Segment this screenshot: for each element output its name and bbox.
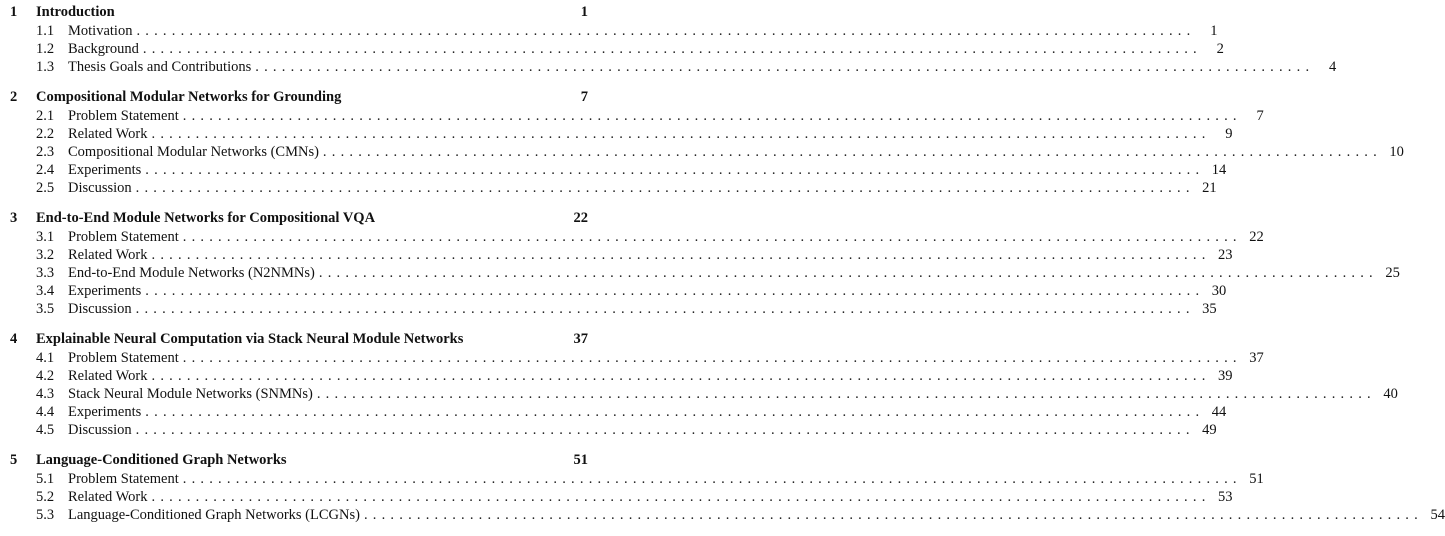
section-entry[interactable]: [10, 282, 1227, 301]
section-entry[interactable]: [10, 471, 1264, 489]
section-page: 49: [1202, 421, 1217, 438]
section-number: 2.2: [36, 126, 55, 143]
section-number: 3.3: [36, 264, 55, 281]
section-title: Related Work: [68, 126, 148, 143]
section-page: 23: [1218, 247, 1233, 264]
section-page: 21: [1202, 179, 1217, 196]
dot-leader: ........................................................................................................................: [182, 350, 1242, 367]
section-number: 2.5: [36, 179, 55, 196]
section-entry[interactable]: [10, 161, 1227, 180]
chapter-entry[interactable]: [10, 329, 588, 350]
section-number: 4.2: [36, 368, 55, 385]
section-entry[interactable]: [10, 143, 1404, 162]
chapter-entry[interactable]: [10, 87, 588, 108]
dot-leader: ........................................................................................................................: [322, 143, 1382, 160]
section-number: 5.2: [36, 489, 55, 506]
section-page: 39: [1218, 368, 1233, 385]
section-title: Problem Statement: [68, 350, 179, 367]
section-entry[interactable]: [10, 179, 1217, 198]
section-title: Compositional Modular Networks (CMNs): [68, 143, 319, 160]
section-title: Discussion: [68, 300, 132, 317]
section-title: Related Work: [68, 368, 148, 385]
chapter-title: End-to-End Module Networks for Compositional VQA: [36, 210, 376, 227]
section-entry[interactable]: [10, 229, 1264, 247]
dot-leader: ........................................................................................................................: [151, 247, 1211, 264]
section-number: 4.1: [36, 350, 55, 367]
section-title: Problem Statement: [68, 108, 179, 125]
chapter-number: 5: [10, 452, 18, 469]
section-number: 3.4: [36, 282, 55, 299]
dot-leader: ........................................................................................................................: [318, 264, 1378, 281]
chapter-entry[interactable]: [10, 208, 588, 229]
chapter-entry[interactable]: [10, 2, 588, 23]
chapter-page: 7: [580, 89, 588, 106]
section-number: 1.3: [36, 58, 55, 75]
section-number: 5.3: [36, 506, 55, 523]
section-number: 2.4: [36, 161, 55, 178]
section-page: 2: [1216, 40, 1224, 57]
section-page: 35: [1202, 300, 1217, 317]
dot-leader: ........................................................................................................................: [255, 58, 1315, 75]
section-number: 5.1: [36, 471, 55, 488]
section-page: 10: [1389, 143, 1404, 160]
section-title: Discussion: [68, 179, 132, 196]
chapter-5: [10, 450, 1445, 524]
chapter-page: 37: [573, 331, 588, 348]
section-number: 2.3: [36, 143, 55, 160]
section-entry[interactable]: [10, 506, 1445, 525]
section-page: 7: [1256, 108, 1264, 125]
chapter-number: 4: [10, 331, 18, 348]
dot-leader: ........................................................................................................................: [316, 385, 1376, 402]
section-title: Background: [68, 40, 139, 57]
section-number: 4.4: [36, 403, 55, 420]
section-entry[interactable]: [10, 489, 1233, 507]
section-page: 53: [1218, 489, 1233, 506]
chapter-number: 3: [10, 210, 18, 227]
section-page: 14: [1211, 161, 1227, 178]
chapter-page: 22: [573, 210, 588, 227]
dot-leader: ........................................................................................................................: [151, 368, 1211, 385]
dot-leader: ........................................................................................................................: [151, 489, 1211, 506]
section-title: End-to-End Module Networks (N2NMNs): [68, 264, 315, 281]
chapter-title: Compositional Modular Networks for Grounding: [36, 89, 342, 106]
section-title: Experiments: [68, 161, 142, 178]
section-entry[interactable]: [10, 58, 1337, 77]
section-number: 4.3: [36, 385, 55, 402]
section-page: 9: [1225, 126, 1233, 143]
chapter-4: [10, 329, 1398, 439]
chapter-3: [10, 208, 1400, 318]
section-title: Related Work: [68, 247, 148, 264]
chapter-title: Explainable Neural Computation via Stack Neural Module Networks: [36, 331, 464, 348]
dot-leader: ........................................................................................................................: [142, 40, 1202, 57]
dot-leader: ........................................................................................................................: [151, 126, 1211, 143]
dot-leader: ........................................................................................................................: [182, 108, 1242, 125]
section-page: 22: [1249, 229, 1264, 246]
section-page: 25: [1385, 264, 1400, 281]
dot-leader: ........................................................................................................................: [145, 282, 1205, 299]
dot-leader: ........................................................................................................................: [182, 471, 1242, 488]
chapter-page: 51: [573, 452, 588, 469]
section-title: Motivation: [68, 23, 133, 39]
section-number: 3.2: [36, 247, 55, 264]
section-number: 2.1: [36, 108, 55, 125]
dot-leader: ........................................................................................................................: [136, 23, 1196, 39]
dot-leader: ........................................................................................................................: [135, 421, 1195, 438]
chapter-page: 1: [580, 4, 588, 20]
section-entry[interactable]: [10, 264, 1400, 283]
section-entry[interactable]: [10, 385, 1398, 404]
chapter-1: [10, 2, 1337, 76]
section-number: 3.1: [36, 229, 55, 246]
section-page: 40: [1383, 385, 1398, 402]
section-page: 51: [1249, 471, 1264, 488]
section-number: 1.2: [36, 40, 55, 57]
section-page: 37: [1249, 350, 1264, 367]
dot-leader: ........................................................................................................................: [145, 403, 1205, 420]
chapter-entry[interactable]: [10, 450, 588, 471]
section-title: Experiments: [68, 403, 142, 420]
section-entry[interactable]: [10, 350, 1264, 368]
chapter-2: [10, 87, 1404, 197]
section-entry[interactable]: [10, 247, 1233, 265]
dot-leader: ........................................................................................................................: [182, 229, 1242, 246]
section-title: Problem Statement: [68, 229, 179, 246]
section-entry[interactable]: [10, 40, 1224, 59]
section-page: 30: [1211, 282, 1227, 299]
section-entry[interactable]: [10, 403, 1227, 422]
chapter-title: Introduction: [36, 4, 115, 20]
section-title: Experiments: [68, 282, 142, 299]
section-entry[interactable]: [10, 108, 1264, 126]
section-title: Problem Statement: [68, 471, 179, 488]
section-title: Language-Conditioned Graph Networks (LCGNs): [68, 506, 360, 523]
section-title: Thesis Goals and Contributions: [68, 58, 252, 75]
section-entry[interactable]: [10, 368, 1233, 386]
section-entry[interactable]: [10, 421, 1217, 440]
dot-leader: ........................................................................................................................: [363, 506, 1423, 523]
dot-leader: ........................................................................................................................: [135, 179, 1195, 196]
chapter-number: 1: [10, 4, 18, 20]
section-title: Related Work: [68, 489, 148, 506]
section-page: 54: [1430, 506, 1445, 523]
section-entry[interactable]: [10, 126, 1233, 144]
section-number: 3.5: [36, 300, 55, 317]
section-entry[interactable]: [10, 23, 1218, 41]
dot-leader: ........................................................................................................................: [135, 300, 1195, 317]
section-number: 4.5: [36, 421, 55, 438]
section-page: 4: [1329, 58, 1337, 75]
chapter-number: 2: [10, 89, 18, 106]
chapter-title: Language-Conditioned Graph Networks: [36, 452, 287, 469]
section-title: Discussion: [68, 421, 132, 438]
section-page: 1: [1210, 23, 1218, 39]
section-number: 1.1: [36, 23, 55, 39]
table-of-contents: [10, 0, 1445, 536]
section-entry[interactable]: [10, 300, 1217, 319]
section-title: Stack Neural Module Networks (SNMNs): [68, 385, 313, 402]
section-page: 44: [1211, 403, 1227, 420]
dot-leader: ........................................................................................................................: [145, 161, 1205, 178]
